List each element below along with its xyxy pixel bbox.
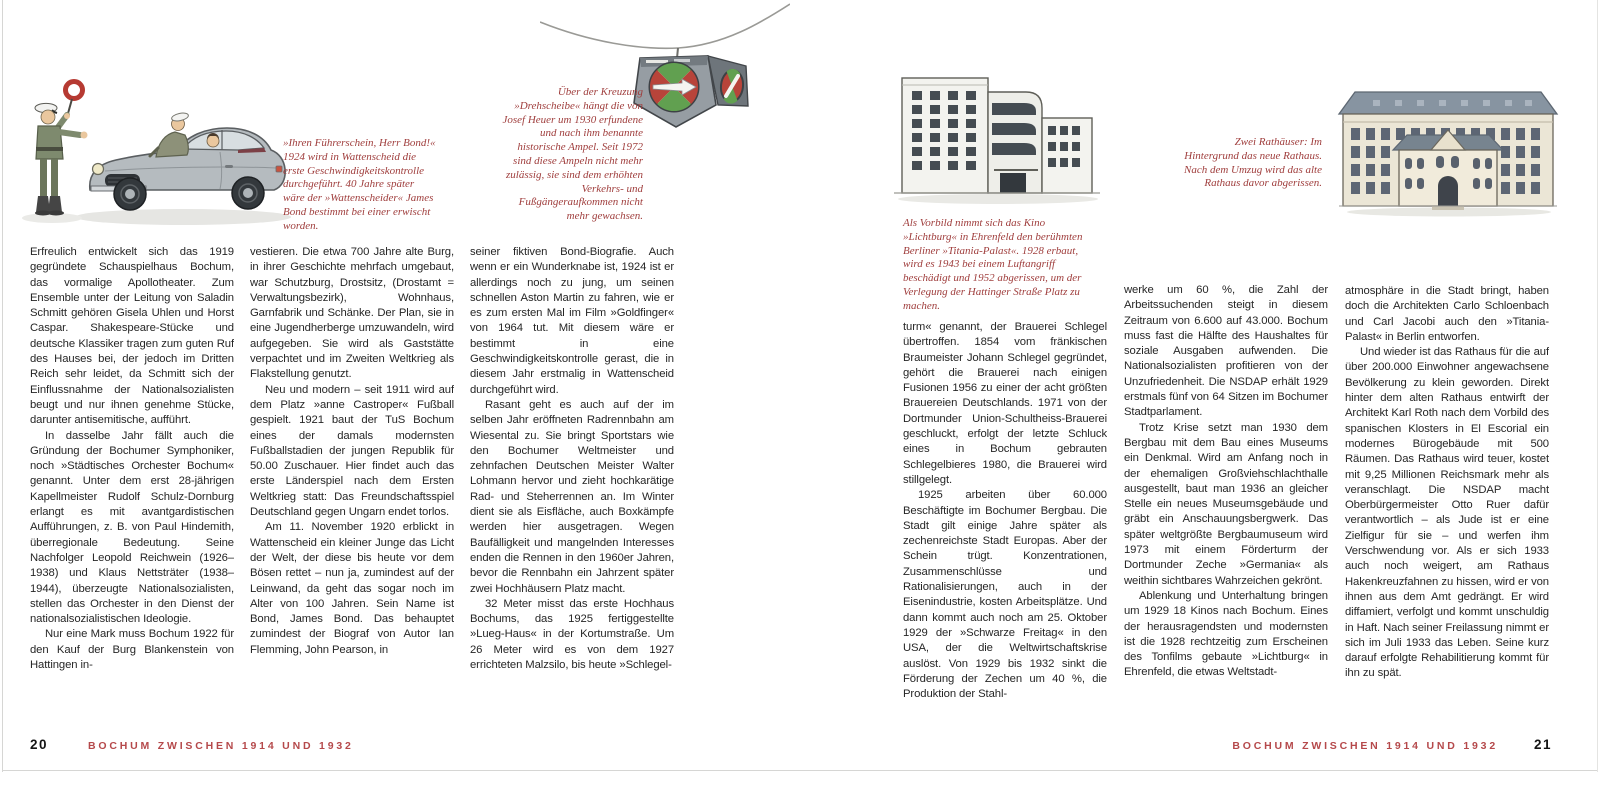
- caption-rathaus: Zwei Rathäuser: Im Hintergrund das neue Rathaus. Nach dem Umzug wird das alte Rathaus davor abgerissen.: [1183, 136, 1322, 190]
- body-paragraph: Nur eine Mark muss Bochum 1922 für den Kauf der Burg Blankenstein von Hattingen in-: [30, 628, 234, 672]
- body-paragraph: seiner fiktiven Bond-Biografie. Auch wenn er ein Wunderknabe ist, 1924 ist er allerdings noch zu jung, um seinen schnellen Aston Martin zu fahren, wie er es zum ersten Mal im Film »Goldfinger« von 1964 tut. Mit diesem wäre er bestimmt in eine Geschwindigkeitskontrolle gerast, die in diesem Jahr erstmalig in Wattenscheid durchgeführt wird.: [470, 246, 674, 396]
- caption-ampel: Über der Kreuzung »Drehscheibe« hängt die von Josef Heuer um 1930 erfundene und nach ihm benannte historische Ampel. Seit 1972 sind diese Ampeln nicht mehr zulässig, sie sind dem erhöhten Verkehrs- und Fußgängeraufkommen nicht mehr gewachsen.: [502, 86, 643, 223]
- left-text-column-2: [250, 245, 454, 658]
- body-paragraph: werke um 60 %, die Zahl der Arbeitssuchenden steigt in diesem Zeitraum von 6.600 auf 43.000. Bochum muss fast die Hälfte des Haushaltes für soziale Ausgaben aufwenden. Die Nationalsozialisten profitieren von der Unzufriedenheit. Die NSDAP erhält 1929 erstmals fünf von 64 Sitzen im Bochumer Stadtparlament.: [1124, 284, 1328, 419]
- stop-sign-icon: [66, 82, 83, 99]
- body-paragraph: Und wieder ist das Rathaus für die auf über 200.000 Einwohner angewachsene Bevölkerung zu klein geworden. Direkt hinter dem alten Rathaus entwirft der Architekt Karl Roth nach dem Vorbild des spanischen Klosters in El Escorial ein modernes Bürogebäude mit 500 Räumen. Das Rathaus wird teuer, kostet mit 9,25 Millionen Reichsmark mehr als veranschlagt. Die NSDAP macht Oberbürgermeister Otto Ruer dafür verantwortlich – als Jude ist er eine Zielfigur für sie – und werfen ihm Verschwendung vor. Als er sich 1933 auch noch weigert, am Rathaus Hakenkreuzfahnen zu hissen, wird er von ihnen aus dem Amt gedrängt. Er wird diffamiert, verfolgt und kommt unschuldig in Haft. Nach seiner Freilassung nimmt er sich im Juli 1933 das Leben. Seine kurz darauf erfolgte Rehabilitierung kommt für ihn zu spät.: [1345, 346, 1549, 680]
- page-edge-left: [2, 0, 3, 772]
- lichtburg-building-illustration: [888, 58, 1106, 213]
- body-paragraph: Ablenkung und Unterhaltung bringen um 1929 18 Kinos nach Bochum. Eines der herausragendsten und modernsten ist die 1928 rechtzeitig zum Erscheinen des Tonfilms gebaute »Lichtburg« in Ehrenfeld, die etwas Weltstadt-: [1124, 589, 1328, 679]
- running-head-left: BOCHUM ZWISCHEN 1914 UND 1932: [88, 740, 354, 752]
- caption-bond: »Ihren Führerschein, Herr Bond!« 1924 wird in Wattenscheid die erste Geschwindigkeitskontrolle durchgeführt. 40 Jahre später wäre der »Wattenscheider« James Bond bestimmt bei einer erwischt worden.: [283, 137, 436, 232]
- footer-left: [30, 737, 354, 752]
- body-paragraph: In dasselbe Jahr fällt auch die Gründung der Bochumer Symphoniker, noch »Städtisches Orchester Bochum« genannt. Unter dem erst 28-jährigen Kapellmeister Rudolf Schulz-Dornburg erlangt es mit avantgardistischen Aufführungen, z. B. von Paul Hindemith, überregionale Bedeutung. Seine Nachfolger Leopold Reichwein (1926–1938) und Klaus Nettsträter (1938–1944), überzeugte Nationalsozialisten, stellen das Orchester in den Dienst der nationalsozialistischen Ideologie.: [30, 429, 234, 626]
- new-rathaus-roof: [1339, 92, 1557, 114]
- left-text-column-3: [470, 245, 674, 673]
- body-paragraph: atmosphäre in die Stadt bringt, haben doch die Architekten Carlo Schloenbach und Carl Jacobi auch den »Titania-Palast« in Berlin entworfen.: [1345, 285, 1549, 343]
- running-head-right: BOCHUM ZWISCHEN 1914 UND 1932: [1232, 740, 1498, 752]
- passenger-figure: [156, 132, 188, 157]
- body-paragraph: Trotz Krise setzt man 1930 dem Bergbau mit dem Bau eines Museums ein Denkmal. Wird am Anfang noch in der ehemaligen Großviehschlachthalle ausgestellt, baut man 1936 an gleicher Stelle ein neues Museumsgebäude und gräbt ein Anschauungsbergwerk. Das später weltgrößte Bergbaumuseum wird 1973 mit einem Förderturm der Dortmunder Zeche »Germania« als weithin sichtbares Wahrzeichen gekrönt.: [1124, 421, 1328, 587]
- body-paragraph: vestieren. Die etwa 700 Jahre alte Burg, in ihrer Geschichte mehrfach umgebaut, war Schutzburg, Drostsitz, (Drostamt = Verwaltungsbezirk), Wohnhaus, Garnfabrik und Schänke. Der Plan, sie in eine Jugendherberge umzuwandeln, wird aufgegeben. Sie wird als Gaststätte verpachtet und im Zweiten Weltkrieg als Flakstellung genutzt.: [250, 246, 454, 381]
- right-text-column-2: [1124, 283, 1328, 681]
- page-number-left: 20: [30, 737, 49, 752]
- body-paragraph: Neu und modern – seit 1911 wird auf dem Platz »anne Castroper« Fußball gespielt. 1921 baut der TuS Bochum eines der damals modernsten Fußballstadien der jungen Republik für 50.00 Zuschauer. Hier findet auch das erste Länderspiel nach dem Ersten Weltkrieg statt: Das Freundschaftsspiel Deutschland gegen Ungarn endet torlos.: [250, 383, 454, 519]
- left-text-column-1: [30, 245, 234, 673]
- body-paragraph: Erfreulich entwickelt sich das 1919 gegründete Schauspielhaus Bochum, das vormalige Apollotheater. Zum Ensemble unter der Leitung von Saladin Schmitt gehören Gisela Uhlen und Horst Caspar. Shakespeare-Stücke und deutsche Klassiker tragen zum guten Ruf des Hauses bei, der jedoch im Dritten Reich sehr leidet, da Schmitt sich der Einflussnahme der Nationalsozialisten beugt und nur ihnen genehme Stücke, darunter antisemitische, aufführt.: [30, 246, 234, 427]
- right-text-column-1: [903, 320, 1107, 702]
- rathaus-illustration: [1337, 80, 1559, 235]
- suspension-wire: [540, 4, 790, 48]
- building-entrance: [1000, 173, 1026, 193]
- footer-right: [1232, 737, 1552, 752]
- right-text-column-3: [1345, 284, 1549, 682]
- page-edge-right: [1597, 0, 1598, 772]
- body-paragraph: 32 Meter misst das erste Hochhaus Bochums, das 1925 fertiggestellte »Lueg-Haus« in der Kortumstraße. Um 26 Meter wird es von dem 1927 errichteten Malzsilo, bis heute »Schlegel-: [470, 597, 674, 672]
- page-number-right: 21: [1533, 737, 1552, 752]
- page-edge-bottom: [3, 770, 1597, 771]
- driver-head: [207, 135, 219, 147]
- body-paragraph: Rasant geht es auch auf der im selben Jahr eröffneten Radrennbahn am Wiesental zu. Sie bringt Sportstars wie den Bochumer Weltmeister und zehnfachen Deutschen Meister Walter Lohmann hervor und zieht hochkarätige Rad- und Steherrennen an. Im Winter dient sie als Eisfläche, auch Boxkämpfe werden hier ausgetragen. Wegen Baufälligkeit und mangelnden Interesses enden die Rennen in den 1960er Jahren, bevor die Rennbahn ein Jahrzent später zwei Hochhäusern Platz macht.: [470, 398, 674, 595]
- body-paragraph: turm« genannt, der Brauerei Schlegel übertroffen. 1854 vom fränkischen Braumeister Johann Schlegel gegründet, gehört die Brauerei nach einigen Fusionen 1956 zu einer der acht größten Brauereien Deutschlands. 1971 von der Dortmunder Union-Schultheiss-Brauerei geschluckt, erfolgt der letzte Schluck eines in Bochum gebrauten Schlegelbieres 1980, die Brauerei wird stillgelegt.: [903, 321, 1107, 486]
- body-paragraph: Am 11. November 1920 erblickt in Wattenscheid ein kleiner Junge das Licht der Welt, der diese bis heute vor dem Bösen rettet – nun ja, zumindest auf der Leinwand, da geht das sogar noch im Alter von 100 Jahren. Sein Name ist Bond, James Bond. Das behauptet zumindest der Biograf von Autor Ian Flemming, John Pearson, in: [250, 521, 454, 656]
- old-rathaus-portal: [1438, 176, 1458, 206]
- body-paragraph: 1925 arbeiten über 60.000 Beschäftigte im Bochumer Bergbau. Die Stadt gilt einige Jahre später als zechenreichste Stadt Europas. Aber der Schein trügt. Konzentrationen, Zusammenschlüsse und Rationalisierungen, auch in der Eisenindustrie, kosten Arbeitsplätze. Und dann kommt auch noch am 25. Oktober 1929 der »Schwarze Freitag« in den USA, der die Weltwirtschaftskrise auslöst. Von 1929 bis 1932 sinkt die Förderung der Zechen um 40 %, die Produktion der Stahl-: [903, 489, 1107, 701]
- caption-lichtburg: Als Vorbild nimmt sich das Kino »Lichtburg« in Ehrenfeld den berühmten Berliner »Titania-Palast«. 1928 erbaut, wird es 1943 bei einem Luftangriff beschädigt und 1952 abgerissen, um der Verlegung der Hattinger Straße Platz zu machen.: [903, 217, 1083, 312]
- police-car-illustration: [8, 68, 293, 236]
- policeman-head: [41, 110, 55, 124]
- headlight: [93, 164, 104, 175]
